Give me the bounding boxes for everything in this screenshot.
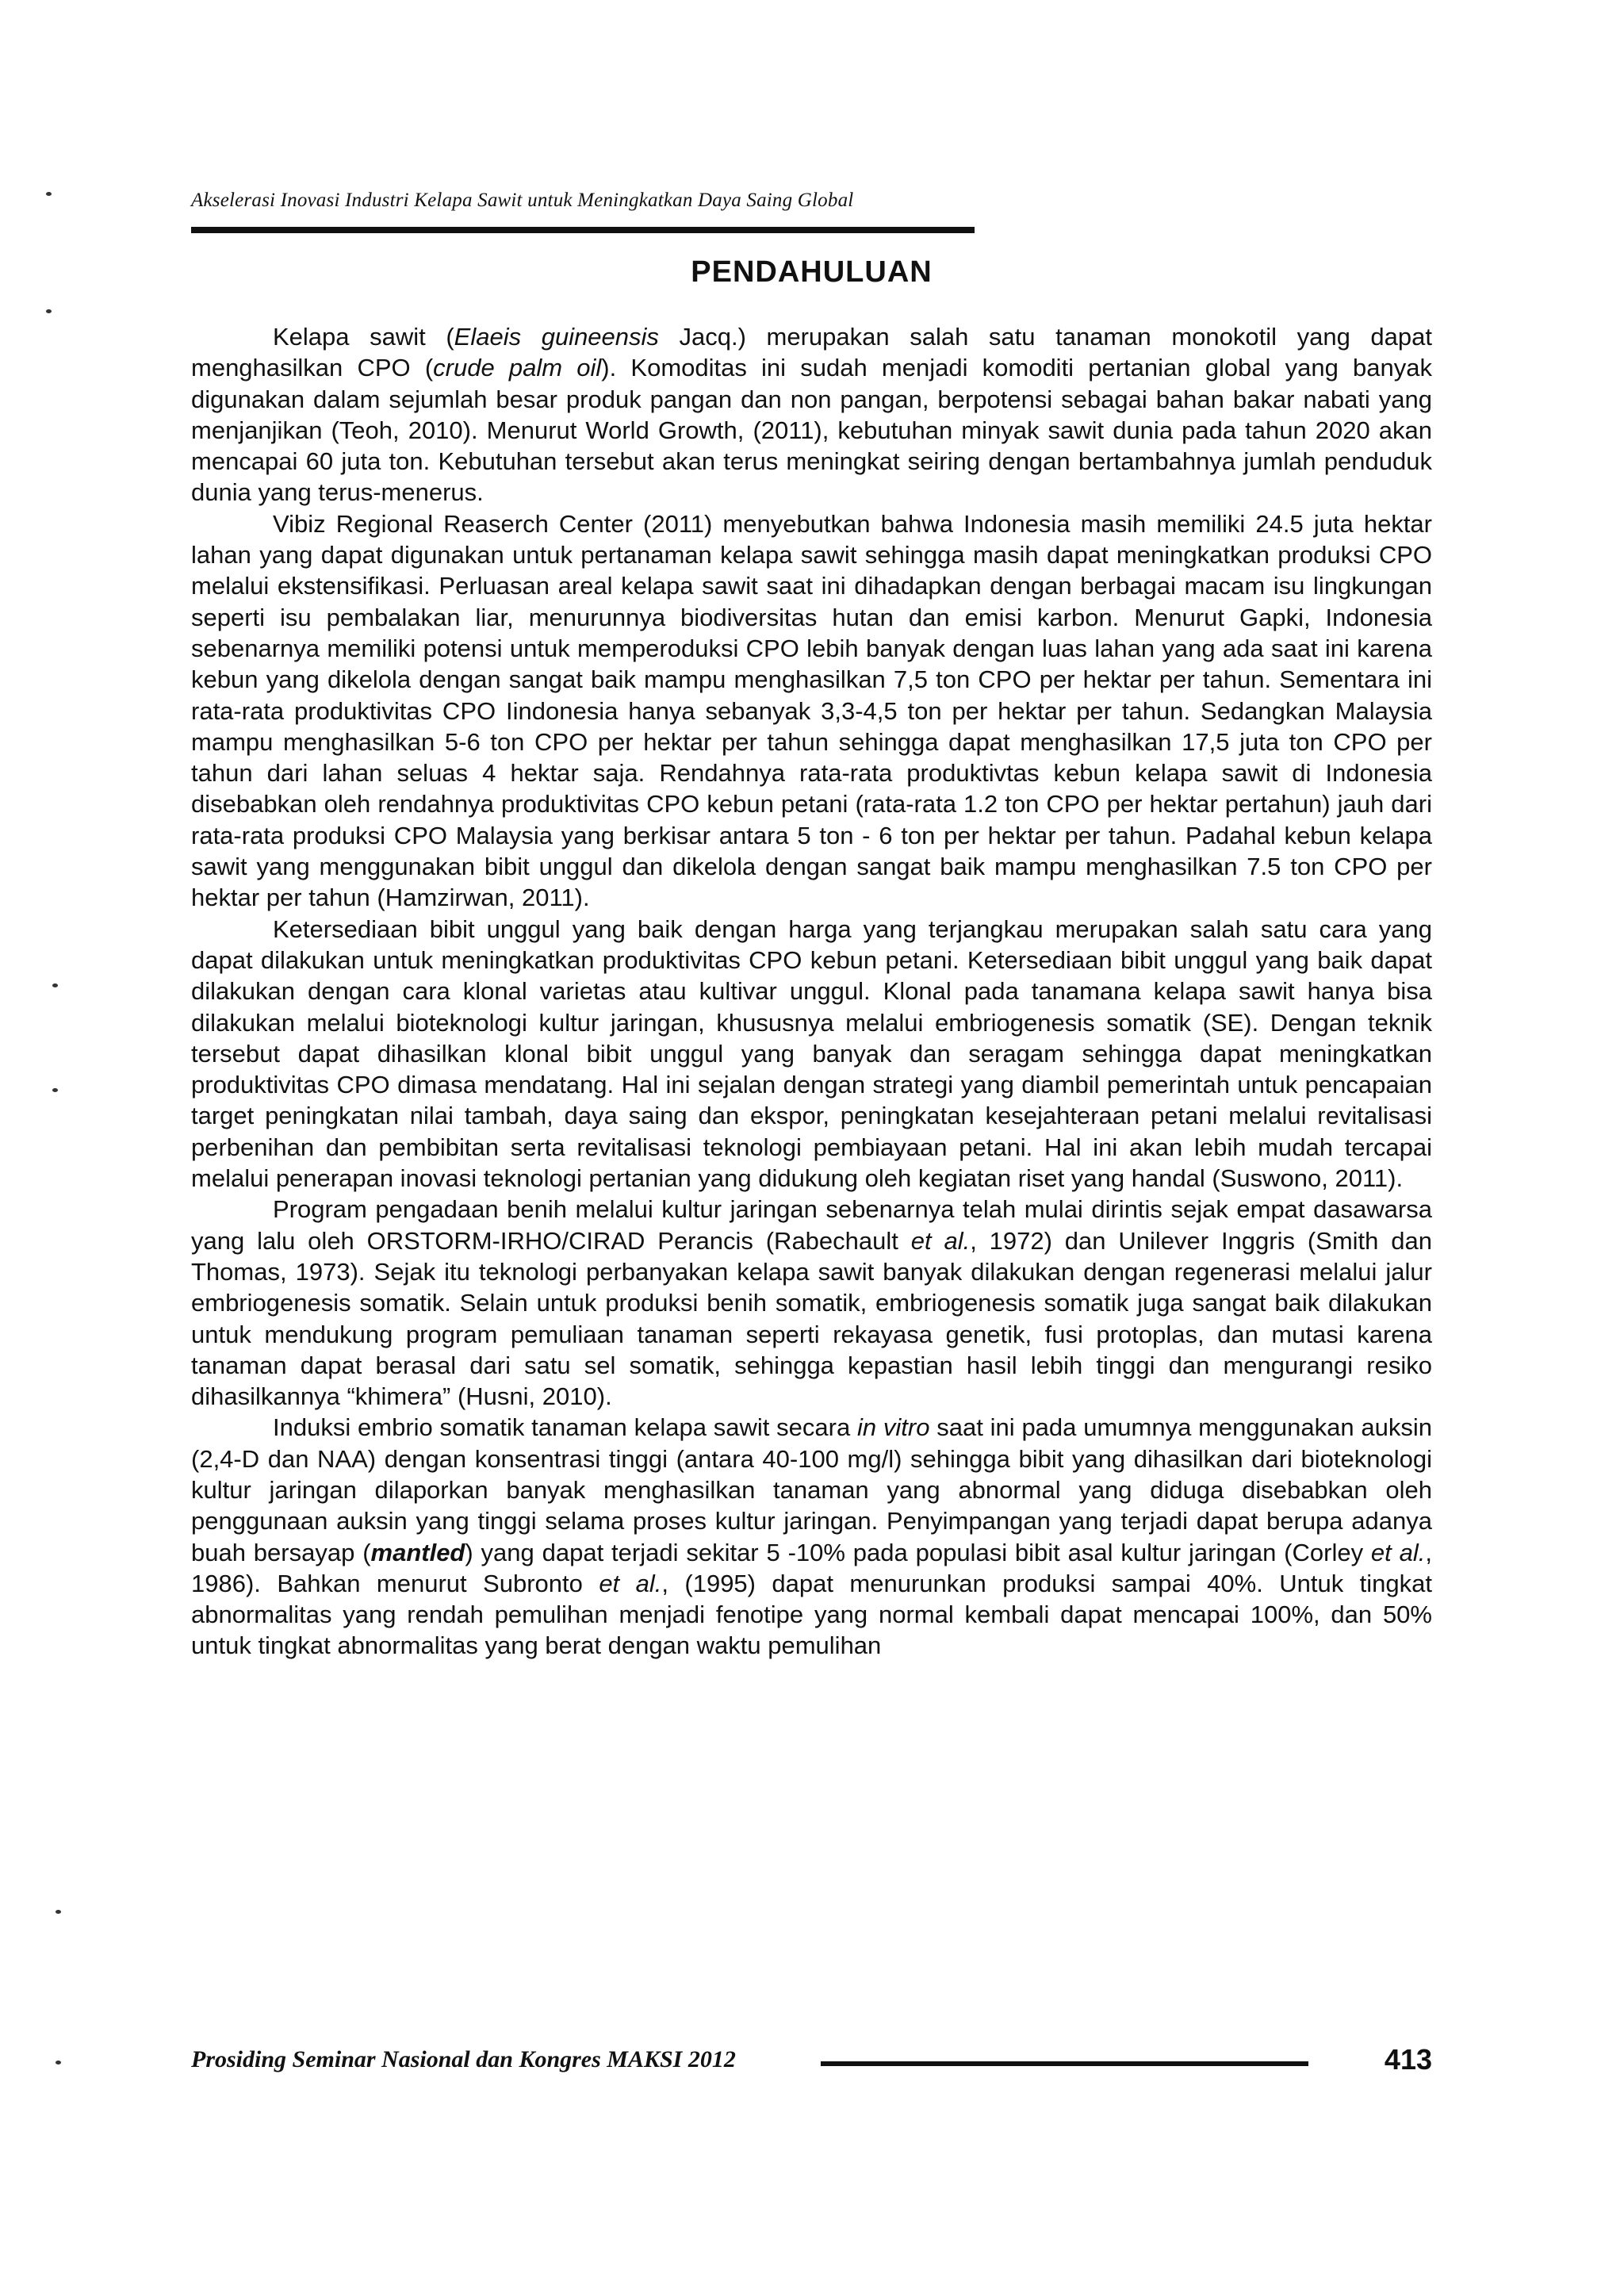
scan-speck	[46, 192, 52, 196]
species-name: Elaeis guineensis	[454, 323, 659, 351]
paragraph-1-text: ). Komoditas ini sudah menjadi komoditi pertanian global yang banyak digunakan dalam sejumlah besar produk pangan dan non pangan, berpotensi sebagai bahan bakar nabati yang menjanjikan (Teoh, 2010). Menurut World Growth, (2011), kebutuhan minyak sawit dunia pada tahun 2020 akan mencapai 60 juta ton. Kebutuhan tersebut akan terus meningkat seiring dengan bertambahnya jumlah penduduk dunia yang terus-menerus.	[191, 354, 1432, 507]
paragraph-1-text: Jacq.) merupakan salah satu tanaman monokotil yang dapat menghasilkan CPO (	[191, 323, 1432, 382]
scan-speck	[56, 2061, 61, 2065]
paragraph-1-text: Kelapa sawit (	[273, 323, 454, 351]
body-text	[191, 321, 1432, 1662]
page-number: 413	[1384, 2043, 1432, 2076]
scan-speck	[52, 983, 58, 987]
paragraph-2: Vibiz Regional Reaserch Center (2011) menyebutkan bahwa Indonesia masih memiliki 24.5 juta hektar lahan yang dapat digunakan untuk pertanaman kelapa sawit sehingga masih dapat meningkatkan produksi CPO melalui ekstensifikasi. Perluasan areal kelapa sawit saat ini dihadapkan dengan berbagai macam isu lingkungan seperti isu pembalakan liar, menurunnya biodiversitas hutan dan emisi karbon. Menurut Gapki, Indonesia sebenarnya memiliki potensi untuk memperoduksi CPO lebih banyak dengan luas lahan yang ada saat ini karena kebun yang dikelola dengan sangat baik mampu menghasilkan 7,5 ton CPO per hektar per tahun. Sementara ini rata-rata produktivitas CPO Iindonesia hanya sebanyak 3,3-4,5 ton per hektar per tahun. Sedangkan Malaysia mampu menghasilkan 5-6 ton CPO per hektar per tahun sehingga dapat menghasilkan 17,5 juta ton CPO per tahun dari lahan seluas 4 hektar saja. Rendahnya rata-rata produktivtas kebun kelapa sawit di Indonesia disebabkan oleh rendahnya produktivitas CPO kebun petani (rata-rata 1.2 ton CPO per hektar pertahun) jauh dari rata-rata produksi CPO Malaysia yang berkisar antara 5 ton - 6 ton per hektar per tahun. Padahal kebun kelapa sawit yang menggunakan bibit unggul dan dikelola dengan sangat baik mampu menghasilkan 7.5 ton CPO per hektar per tahun (Hamzirwan, 2011).	[191, 509, 1432, 912]
section-title: PENDAHULUAN	[691, 255, 933, 289]
proceedings-title: Prosiding Seminar Nasional dan Kongres MAKSI 2012	[191, 2046, 736, 2072]
paragraph-4-text: Program pengadaan benih melalui kultur jaringan sebenarnya telah mulai dirintis sejak empat dasawarsa yang lalu oleh ORSTORM-IRHO/CIRAD Perancis (Rabechault	[191, 1195, 1432, 1255]
paragraph-5-text: ) yang dapat terjadi sekitar 5 -10% pada populasi bibit asal kultur jaringan (Corley	[465, 1538, 1371, 1566]
paragraph-5	[191, 1412, 1432, 1661]
paragraph-4-text: , 1972) dan Unilever Inggris (Smith dan Thomas, 1973). Sejak itu teknologi perbanyakan kelapa sawit banyak dilakukan dengan regenerasi melalui jalur embriogenesis somatik. Selain untuk produksi benih somatik, embriogenesis somatik juga sangat baik dilakukan untuk mendukung program pemuliaan tanaman seperti rekayasa genetik, fusi protoplas, dan mutasi karena tanaman dapat berasal dari satu sel somatik, sehingga kepastian hasil lebih tinggi dan mengurangi resiko dihasilkannya “khimera” (Husni, 2010).	[191, 1226, 1432, 1411]
paragraph-5-text: Induksi embrio somatik tanaman kelapa sawit secara	[273, 1413, 857, 1442]
et-al: et al.	[1370, 1538, 1426, 1566]
paragraph-1	[191, 321, 1432, 508]
mantled-term: mantled	[370, 1538, 465, 1566]
scan-speck	[52, 1088, 58, 1092]
running-header: Akselerasi Inovasi Industri Kelapa Sawit untuk Meningkatkan Daya Saing Global	[191, 190, 854, 211]
paragraph-4	[191, 1194, 1432, 1412]
paragraph-5-text: saat ini pada umumnya menggunakan auksin (2,4-D dan NAA) dengan konsentrasi tinggi (antara 40-100 mg/l) sehingga bibit yang dihasilkan dari bioteknologi kultur jaringan dilaporkan banyak menghasilkan tanaman yang abnormal yang diduga disebabkan oleh penggunaan auksin yang tinggi selama proses kultur jaringan. Penyimpangan yang terjadi dapat berupa adanya buah bersayap (	[191, 1413, 1432, 1566]
paragraph-5-text: , (1995) dapat menurunkan produksi sampai 40%. Untuk tingkat abnormalitas yang rendah pemulihan menjadi fenotipe yang normal kembali dapat mencapai 100%, dan 50% untuk tingkat abnormalitas yang berat dengan waktu pemulihan	[191, 1569, 1432, 1660]
scan-speck	[46, 309, 52, 313]
et-al: et al.	[599, 1569, 662, 1597]
et-al: et al.	[910, 1226, 971, 1255]
footer-rule	[821, 2061, 1308, 2066]
header-rule	[191, 227, 975, 233]
scan-speck	[56, 1910, 61, 1914]
crude-palm-oil-term: crude palm oil	[433, 354, 602, 382]
footer	[191, 2043, 1432, 2078]
paragraph-3: Ketersediaan bibit unggul yang baik dengan harga yang terjangkau merupakan salah satu cara yang dapat dilakukan untuk meningkatkan produktivitas CPO kebun petani. Ketersediaan bibit unggul yang baik dapat dilakukan dengan cara klonal varietas atau kultivar unggul. Klonal pada tanamana kelapa sawit hanya bisa dilakukan melalui bioteknologi kultur jaringan, khususnya melalui embriogenesis somatik (SE). Dengan teknik tersebut dapat dihasilkan klonal bibit unggul yang banyak dan seragam sehingga dapat meningkatkan produktivitas CPO dimasa mendatang. Hal ini sejalan dengan strategi yang diambil pemerintah untuk pencapaian target peningkatan nilai tambah, daya saing dan ekspor, peningkatan kesejahteraan petani melalui revitalisasi perbenihan dan pembibitan serta revitalisasi teknologi pembiayaan petani. Hal ini akan lebih mudah tercapai melalui penerapan inovasi teknologi pertanian yang didukung oleh kegiatan riset yang handal (Suswono, 2011).	[191, 914, 1432, 1193]
paragraph-5-text: , 1986). Bahkan menurut Subronto	[191, 1538, 1432, 1597]
in-vitro-term: in vitro	[856, 1413, 930, 1442]
